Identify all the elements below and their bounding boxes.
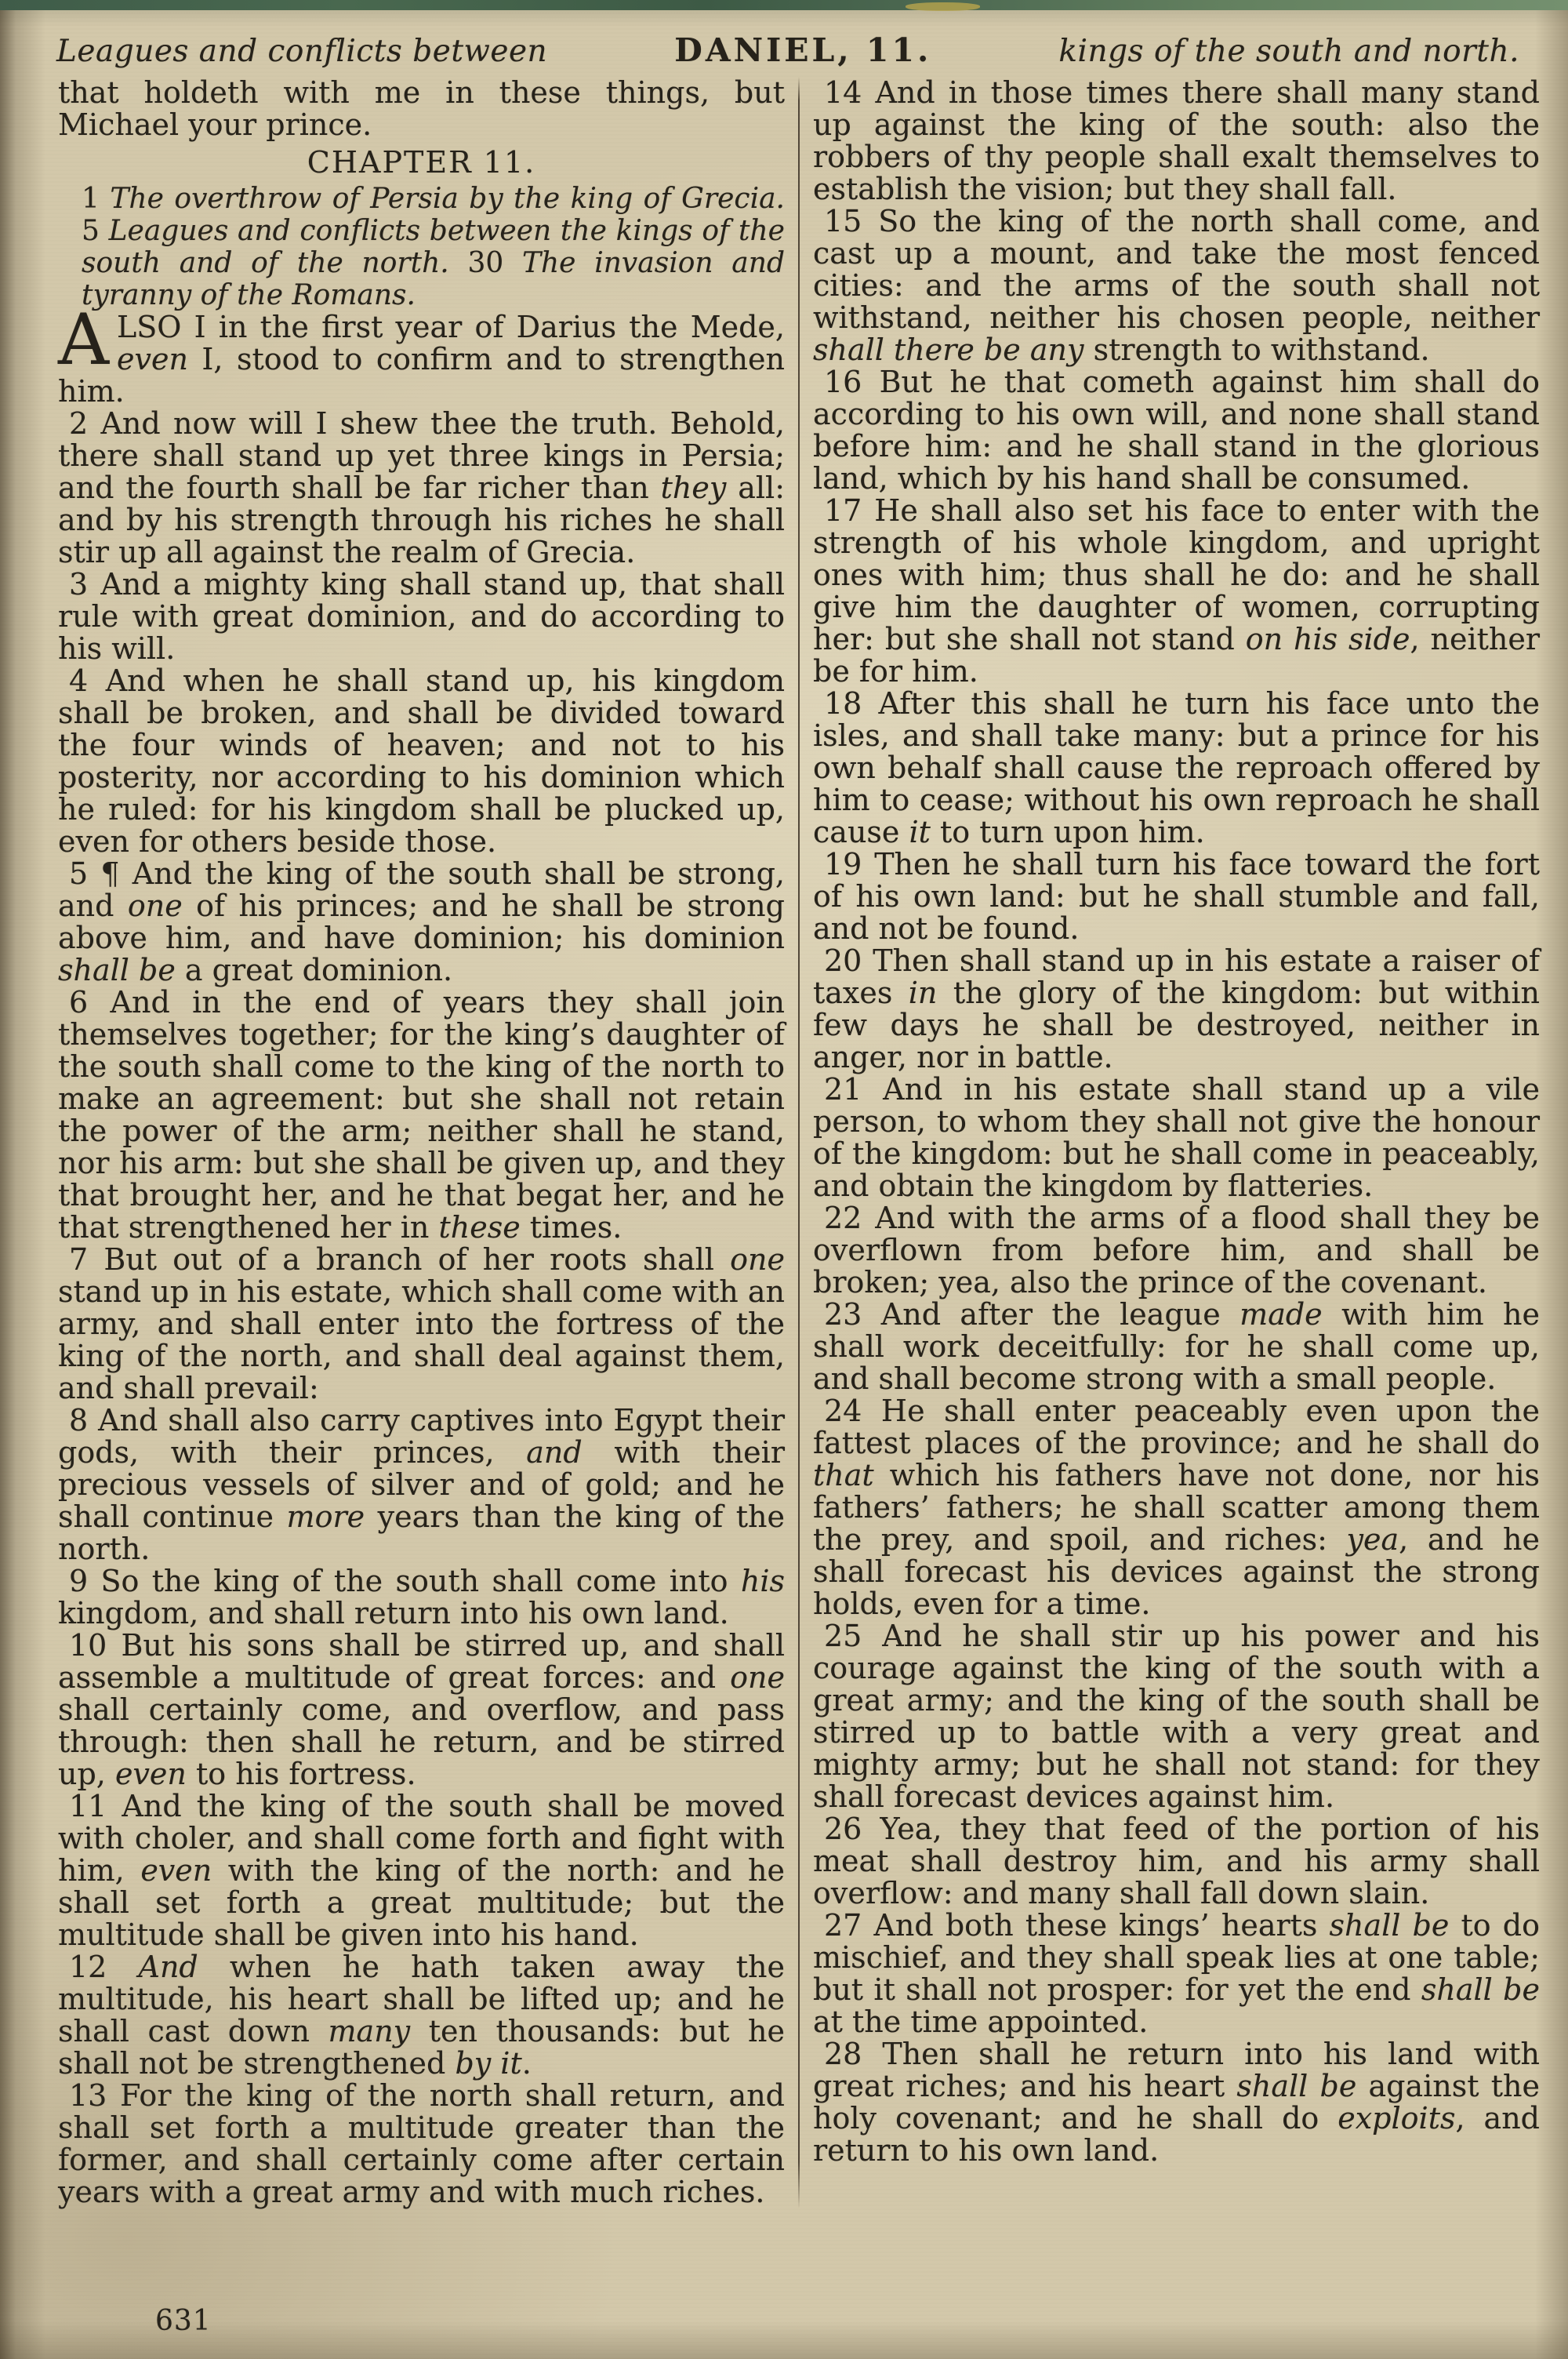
verse-paragraph: 25 And he shall stir up his power and his courage against the king of the south with a great army; and the king of the south shall be stirred up to battle with a very great and mighty army; but he shall not stand: for they shall forecast devices against him. <box>813 1619 1540 1814</box>
right-column <box>813 77 1540 2208</box>
verse-paragraph: 19 Then he shall turn his face toward the fort of his own land: but he shall stumble and fall, and not be found. <box>813 847 1540 946</box>
page-number: 631 <box>155 2305 212 2337</box>
left-column <box>58 77 785 2208</box>
verse-paragraph: 6 And in the end of years they shall join themselves together; for the king’s daughter of the south shall come to the king of the north to make an agreement: but she shall not retain the power of the arm; neither shall he stand, nor his arm: but she shall be given up, and they that brought her, and he that begat her, and he that strengthened her in these times. <box>58 985 785 1245</box>
verse-paragraph: 15 So the king of the north shall come, and cast up a mount, and take the most fenced cities: and the arms of the south shall not withstand, neither his chosen people, neither shall there be any strength to withstand. <box>813 204 1540 367</box>
verse-paragraph: 23 And after the league made with him he shall work deceitfully: for he shall come up, and shall become strong with a small people. <box>813 1297 1540 1396</box>
verse-paragraph: 9 So the king of the south shall come into his kingdom, and shall return into his own land. <box>58 1564 785 1630</box>
chapter-heading: CHAPTER 11. <box>307 145 536 180</box>
verse-paragraph: 16 But he that cometh against him shall do according to his own will, and none shall stand before him: and he shall stand in the glorious land, which by his hand shall be consumed. <box>813 365 1540 496</box>
cover-wear-mark <box>906 2 980 11</box>
continuation-text: that holdeth with me in these things, but Michael your prince. <box>58 75 785 142</box>
verse-paragraph: ALSO I in the first year of Darius the Mede, even I, stood to confirm and to strengthen him. <box>58 299 785 409</box>
verse-paragraph: 10 But his sons shall be stirred up, and shall assemble a multitude of great forces: and one shall certainly come, and overflow, and pass through: then shall he return, and be stirred up, even to his fortress. <box>58 1628 785 1791</box>
verse-paragraph: 11 And the king of the south shall be moved with choler, and shall come forth and fight with him, even with the king of the north: and he shall set forth a great multitude; but the multitude shall be given into his hand. <box>58 1789 786 1952</box>
verse-paragraph: 8 And shall also carry captives into Egypt their gods, with their princes, and with their precious vessels of silver and of gold; and he shall continue more years than the king of the north. <box>58 1403 785 1566</box>
verse-paragraph: 28 Then shall he return into his land with great riches; and his heart shall be against the holy covenant; and he shall do exploits, and return to his own land. <box>813 2037 1540 2168</box>
text-columns <box>0 72 1568 2208</box>
verse-paragraph: 24 He shall enter peaceably even upon the fattest places of the province; and he shall do that which his fathers have not done, nor his fathers’ fathers; he shall scatter among them the prey, and spoil, and riches: yea, and he shall forecast his devices against the strong holds, even for a time. <box>813 1394 1540 1621</box>
verse-paragraph: 5 ¶ And the king of the south shall be strong, and one of his princes; and he shall be strong above him, and have dominion; his dominion shall be a great dominion. <box>58 856 785 987</box>
verse-paragraph: 18 After this shall he turn his face unto the isles, and shall take many: but a prince for his own behalf shall cause the reproach offered by him to cease; without his own reproach he shall cause it to turn upon him. <box>813 686 1540 849</box>
verse-paragraph: 20 Then shall stand up in his estate a raiser of taxes in the glory of the kingdom: but within few days he shall be destroyed, neither in anger, nor in battle. <box>813 943 1540 1074</box>
verse-paragraph: 2 And now will I shew thee the truth. Behold, there shall stand up yet three kings in Persia; and the fourth shall be far richer than they all: and by his strength through his riches he shall stir up all against the realm of Grecia. <box>58 406 785 569</box>
verse-paragraph: 12 And when he hath taken away the multitude, his heart shall be lifted up; and he shall cast down many ten thousands: but he shall not be strengthened by it. <box>58 1950 785 2081</box>
book-cover-edge <box>0 0 1568 10</box>
book-chapter-title: DANIEL, 11. <box>674 31 932 69</box>
verse-paragraph: 27 And both these kings’ hearts shall be to do mischief, and they shall speak lies at one table; but it shall not prosper: for yet the end shall be at the time appointed. <box>813 1908 1540 2039</box>
verse-paragraph: 17 He shall also set his face to enter with the strength of his whole kingdom, and upright ones with him; thus shall he do: and he shall give him the daughter of women, corrupting her: but she shall not stand on his side, neither be for him. <box>813 493 1541 689</box>
chapter-summary: 1 The overthrow of Persia by the king of Grecia. 5 Leagues and conflicts between the kings of the south and of the north. 30 The invasion and tyranny of the Romans. <box>82 183 785 311</box>
verse-paragraph: 14 And in those times there shall many stand up against the king of the south: also the robbers of thy people shall exalt themselves to establish the vision; but they shall fall. <box>813 75 1540 206</box>
verse-paragraph: 4 And when he shall stand up, his kingdom shall be broken, and shall be divided toward the four winds of heaven; and not to his posterity, nor according to his dominion which he ruled: for his kingdom shall be plucked up, even for others beside those. <box>58 663 785 859</box>
running-header <box>0 0 1568 72</box>
running-head-left: Leagues and conflicts between <box>56 34 548 69</box>
verse-paragraph: 26 Yea, they that feed of the portion of his meat shall destroy him, and his army shall overflow: and many shall fall down slain. <box>813 1812 1540 1910</box>
verse-paragraph: 13 For the king of the north shall return, and shall set forth a multitude greater than the former, and shall certainly come after certain years with a great army and with much riches. <box>58 2078 785 2209</box>
verse-paragraph: 22 And with the arms of a flood shall they be overflown from before him, and shall be broken; yea, also the prince of the covenant. <box>813 1201 1540 1299</box>
column-divider <box>798 77 800 2208</box>
running-head-right: kings of the south and north. <box>1058 34 1519 69</box>
verse-paragraph: 7 But out of a branch of her roots shall one stand up in his estate, which shall come with an army, and shall enter into the fortress of the king of the north, and shall deal against them, and shall prevail: <box>58 1242 785 1405</box>
verse-paragraph: 3 And a mighty king shall stand up, that shall rule with great dominion, and do according to his will. <box>58 567 785 666</box>
verse-paragraph: 21 And in his estate shall stand up a vile person, to whom they shall not give the honour of the kingdom: but he shall come in peaceably, and obtain the kingdom by flatteries. <box>813 1072 1540 1203</box>
drop-cap: A <box>58 299 109 381</box>
